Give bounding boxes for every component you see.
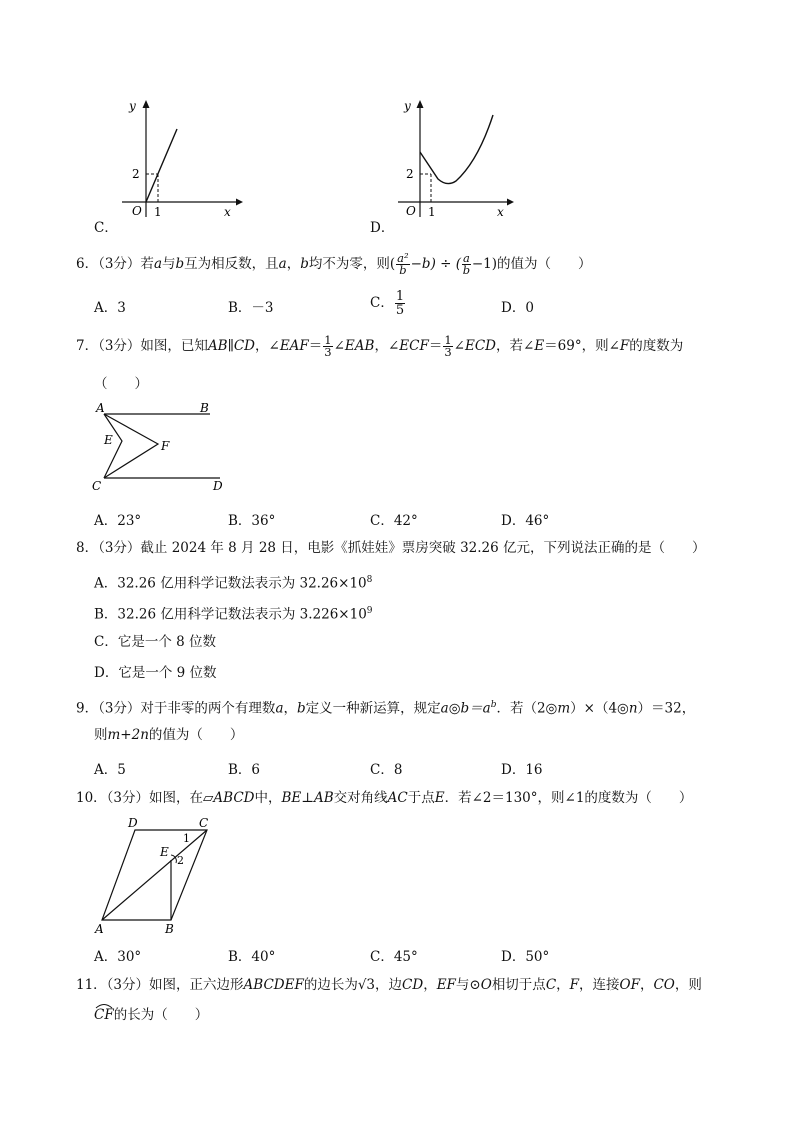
question-7-paren: （ ） [94, 376, 148, 392]
fraction-a2-over-b: $\frac{\text{a²}}{b}$ [397, 251, 409, 277]
q7-label-b: B [200, 401, 209, 415]
q7-option-b: B．36° [228, 513, 276, 529]
q10-label-one: 1 [183, 832, 190, 845]
graph-c-origin: O [132, 204, 142, 218]
graph-d-label: D． [370, 220, 395, 236]
q9-option-b: B．6 [228, 762, 261, 778]
q7-label-f: F [161, 439, 170, 453]
q7-label-e: E [104, 433, 113, 447]
q6-option-c: C． $\frac{1}{5}$ [370, 289, 405, 318]
graph-c-x-label: x [224, 205, 231, 219]
graph-d-x-tick: 1 [428, 205, 436, 219]
question-10-stem: 10．（3分）如图，在▱ABCD中，BE⊥AB交对角线AC于点E．若∠2＝130°，则∠1的度数为（ ） [76, 790, 693, 806]
question-7-stem: 7．（3分）如图，已知AB∥CD，∠EAF＝ $\frac{1}{3}$ ∠EAB，∠ECF＝ $\frac{1}{3}$ ∠ECD，若∠E＝69°，则∠F的度数为 [76, 333, 684, 359]
question-6-stem: 6．（3分）若a与b互为相反数，且a，b均不为零，则( $\frac{\text{a²}}{b}$ −b) ÷ ( $\frac{a}{b}$ −1)的值为（ ） [76, 251, 592, 277]
q10-label-two: 2 [177, 854, 184, 867]
q10-option-d: D．50° [501, 949, 550, 965]
graph-c-label: C． [94, 220, 118, 236]
q6-option-b: B．－3 [228, 300, 274, 316]
graph-d-x-label: x [497, 205, 504, 219]
q8-option-a: A．32.26 亿用科学记数法表示为 $32.26\times 10^8$ [94, 575, 373, 592]
q10-label-a: A [95, 922, 104, 936]
graph-d [390, 95, 520, 225]
q10-label-e: E [160, 845, 169, 859]
q10-label-d: D [128, 816, 138, 830]
graph-c-x-tick: 1 [154, 205, 162, 219]
graph-c-y-label: y [129, 99, 136, 113]
q8-option-d: D．它是一个 9 位数 [94, 665, 217, 681]
q6-option-a: A．3 [94, 300, 126, 316]
graph-d-y-tick: 2 [406, 167, 414, 181]
question-11-line1: 11．（3分）如图，正六边形ABCDEF的边长为√3，边CD，EF与⊙O相切于点C，F，连接OF，CO，则 [76, 977, 702, 993]
q10-label-c: C [199, 816, 209, 830]
q7-label-a: A [96, 401, 105, 415]
q10-label-b: B [165, 922, 174, 936]
q8-option-b: B．32.26 亿用科学记数法表示为 $3.226\times 10^9$ [94, 606, 373, 623]
arc-cf: CF [94, 1007, 114, 1023]
q7-option-a: A．23° [94, 513, 142, 529]
question-9-line2: 则m+2n的值为（ ） [94, 727, 244, 743]
graph-d-origin: O [406, 204, 416, 218]
q9-option-c: C．8 [370, 762, 403, 778]
q6-option-d: D．0 [501, 300, 534, 316]
q10-option-b: B．40° [228, 949, 276, 965]
q10-option-c: C．45° [370, 949, 418, 965]
graph-d-y-label: y [404, 99, 411, 113]
q10-option-a: A．30° [94, 949, 142, 965]
q9-option-a: A．5 [94, 762, 126, 778]
q7-option-c: C．42° [370, 513, 418, 529]
q7-label-d: D [213, 479, 223, 493]
graph-c-y-tick: 2 [132, 167, 140, 181]
question-8-stem: 8．（3分）截止 2024 年 8 月 28 日，电影《抓娃娃》票房突破 32.26 亿元，下列说法正确的是（ ） [76, 540, 706, 556]
q8-option-c: C．它是一个 8 位数 [94, 634, 217, 650]
question-9-line1: 9．（3分）对于非零的两个有理数a，b定义一种新运算，规定$a◎b=a^b$．若（2◎m）×（4◎n）＝32， [76, 700, 696, 717]
q9-option-d: D．16 [501, 762, 543, 778]
figure-q10 [88, 814, 223, 938]
figure-q7 [88, 398, 238, 496]
fraction-a-over-b: $\frac{a}{b}$ [462, 251, 471, 277]
graph-c [112, 95, 247, 225]
q7-option-d: D．46° [501, 513, 550, 529]
question-11-line2: CF的长为（ ） [94, 1007, 209, 1023]
q7-label-c: C [92, 479, 102, 493]
arc-mark-icon [94, 1001, 114, 1009]
